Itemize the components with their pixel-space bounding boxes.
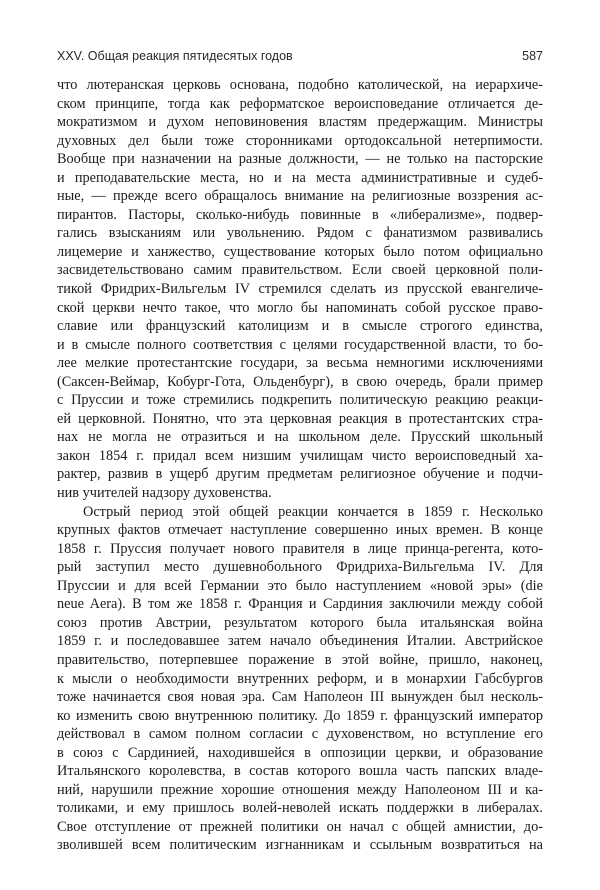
text-line: с Пруссии и тоже стремились подкрепить политическую реакцию реакци- [57, 392, 543, 409]
text-line: ные, — прежде всего обращалось внимание на религиозные воззрения ас- [57, 188, 543, 205]
text-line: neue Aera). В том же 1858 г. Франция и Сардиния заключили между собой [57, 596, 543, 613]
text-line: 1858 г. Пруссия получает нового правителя в лице принца-регента, кото- [57, 540, 543, 557]
text-line: ском принципе, тогда как реформатское вероисповедание отличается де- [57, 95, 543, 112]
text-line: в союз с Сардинией, находившейся в оппозиции церкви, и образование [57, 744, 543, 761]
text-line: лицемерие и ханжество, существование которых было потом официально [57, 243, 543, 260]
text-line: 1859 г. и последовавшее затем начало объединения Италии. Австрийское [57, 633, 543, 650]
text-line: к мысли о необходимости внутренних реформ, и в монархии Габсбургов [57, 670, 543, 687]
body-text [57, 76, 543, 855]
paragraph-1 [57, 76, 543, 503]
text-line: толиками, и ему пришлось волей-неволей искать поддержки в либералах. [57, 800, 543, 817]
text-line: духовных дел были тоже сторонниками ортодоксальной нетерпимости. [57, 132, 543, 149]
text-line: зволившей всем политическим изгнанникам и ссыльным возвратиться на [57, 837, 543, 854]
text-line: ей церковной. Понятно, что эта церковная реакция в протестантских стра- [57, 410, 543, 427]
text-line: крупных фактов отмечает наступление совершенно иных времен. В конце [57, 522, 543, 539]
text-line: Итальянского королевства, в состав которого вошла часть папских владе- [57, 763, 543, 780]
running-head [57, 49, 543, 69]
text-line: славие или французский католицизм и в смысле строгого единства, [57, 318, 543, 335]
text-line: ской церкви нечто такое, что могло бы напоминать собой русское право- [57, 299, 543, 316]
paragraph-2 [57, 503, 543, 855]
text-line: что лютеранская церковь основана, подобно католической, на иерархиче- [57, 77, 543, 93]
text-line: засвидетельствовано самим правительством. Если своей церковной поли- [57, 262, 543, 279]
text-line: и преподавательские места, но и на места административные и судеб- [57, 169, 543, 186]
text-line: гались взысканиям или увольнению. Рядом с фанатизмом развивались [57, 225, 543, 242]
text-line: правительство, потерпевшее поражение в этой войне, пришло, наконец, [57, 651, 543, 668]
text-line: рактер, развив в ущерб другим предметам религиозное обучение и подчи- [57, 466, 543, 483]
text-line: и в смысле полного соответствия с целями государственной власти, то бо- [57, 336, 543, 353]
chapter-title: XXV. Общая реакция пятидесятых годов [57, 49, 293, 63]
text-line: мократизмом и духом неповиновения властям предержащим. Министры [57, 114, 543, 131]
text-line: действовал в самом полном согласии с духовенством, но вступление его [57, 726, 543, 743]
page-number: 587 [522, 49, 543, 63]
text-line: тоже начинается своя новая эра. Сам Наполеон III вынужден был несколь- [57, 689, 543, 706]
text-line: лее мелкие протестантские государи, за весьма немногими исключениями [57, 355, 543, 372]
text-line: пирантов. Пасторы, сколько-нибудь повинные в «либерализме», подвер- [57, 206, 543, 223]
text-line: (Саксен-Веймар, Кобург-Гота, Ольденбург), в свою очередь, брали пример [57, 373, 543, 390]
text-line: тикой Фридрих-Вильгельм IV стремился сделать из прусской евангеличе- [57, 281, 543, 298]
text-line: ний, нарушили прежние хорошие отношения между Наполеоном III и ка- [57, 781, 543, 798]
text-line: закон 1854 г. придал всем низшим училищам чисто вероисповедный ха- [57, 447, 543, 464]
text-line: рый заступил место душевнобольного Фридриха-Вильгельма IV. Для [57, 559, 543, 576]
text-line: Острый период этой общей реакции кончается в 1859 г. Несколько [83, 503, 543, 520]
text-line: нив учителей надзору духовенства. [57, 485, 272, 502]
text-line: Свое отступление от прежней политики он начал с общей амнистии, до- [57, 818, 543, 835]
text-line: нах не могла не отразиться и на школьном деле. Прусский школьный [57, 429, 543, 446]
text-line: ко изменить свою внутреннюю политику. До 1859 г. французский император [57, 707, 543, 724]
text-line: Пруссии и для всей Германии это было наступлением «новой эры» (die [57, 577, 543, 594]
text-line: Вообще при назначении на разные должности, — не только на пасторские [57, 151, 543, 168]
text-line: союз против Австрии, результатом которого была итальянская война [57, 614, 543, 631]
